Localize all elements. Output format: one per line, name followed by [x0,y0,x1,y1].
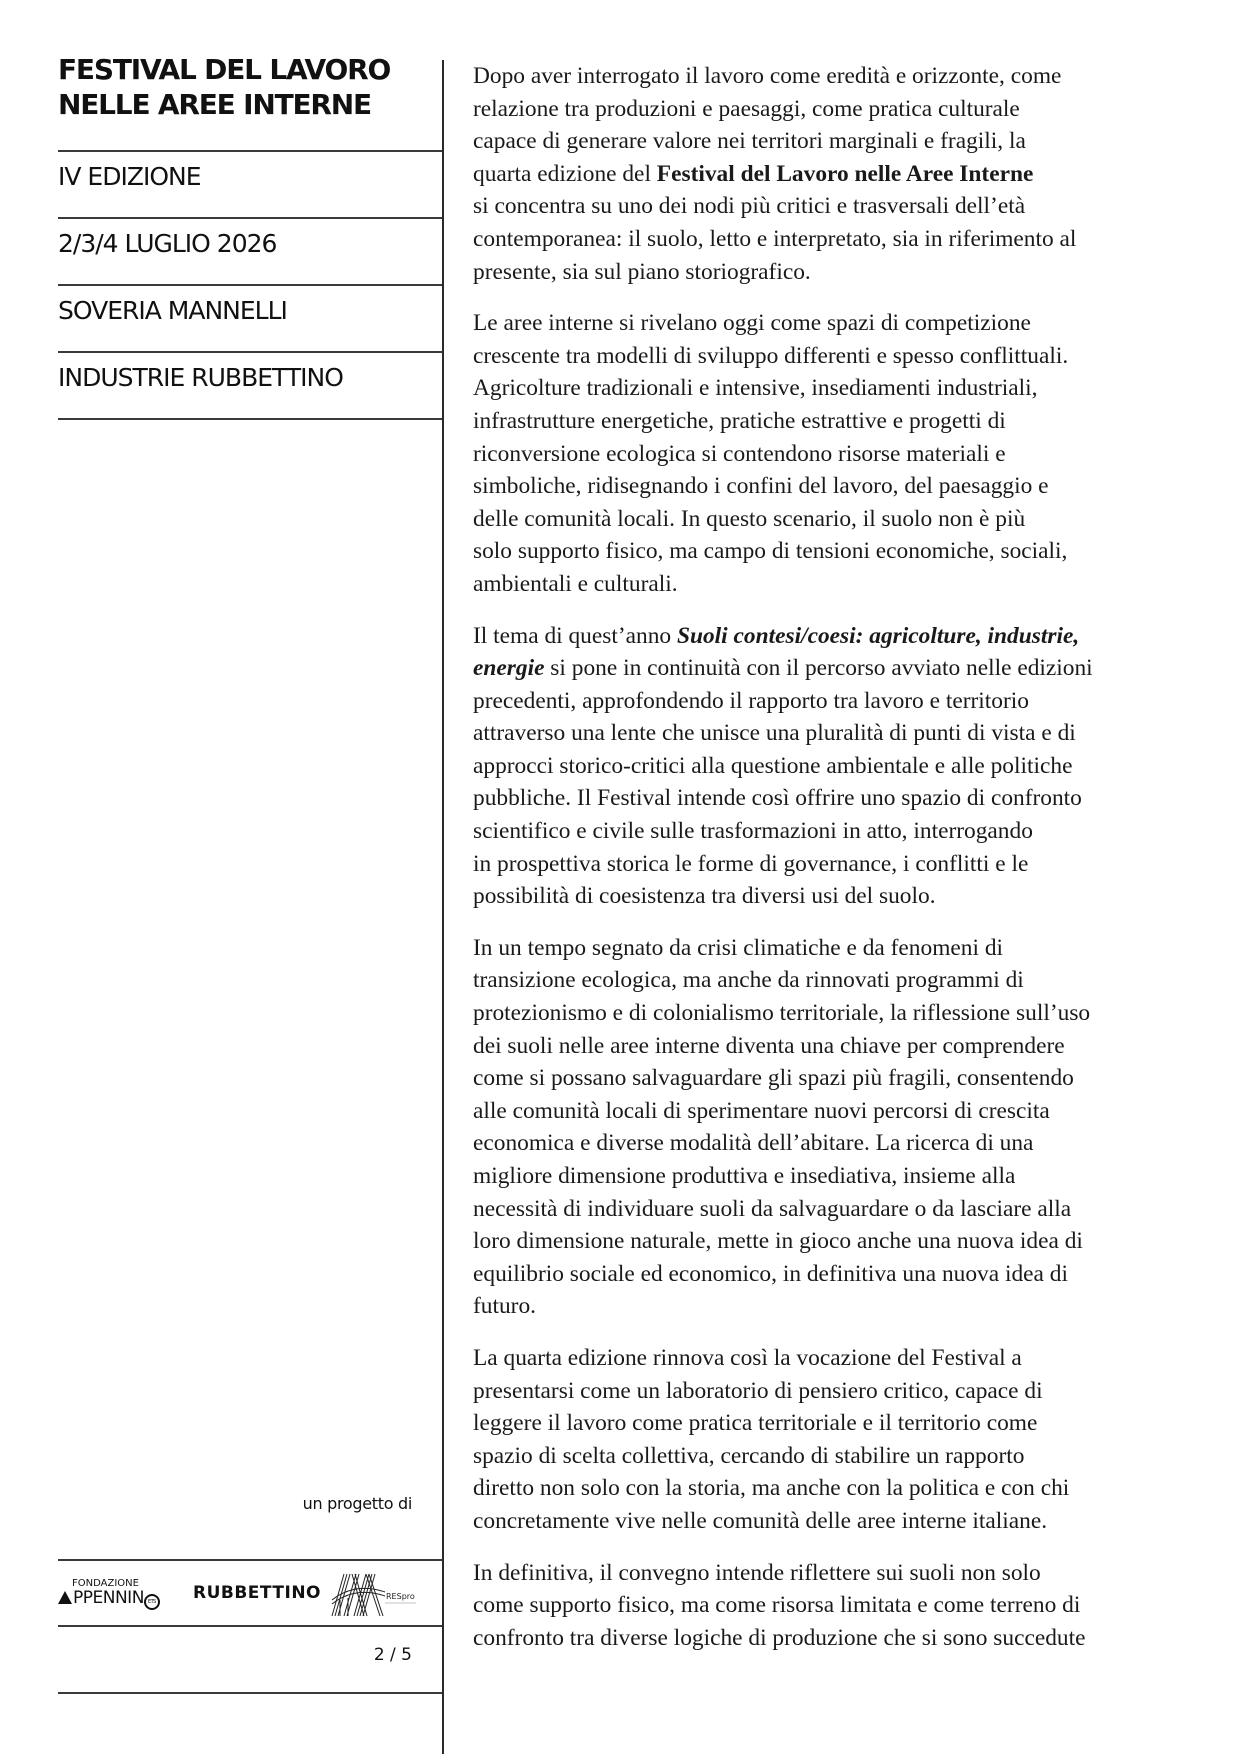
text-line [473,223,1153,256]
credit-label: un progetto di [302,1494,412,1513]
text-segment: migliore dimensione produttiva e insediativa, insieme alla [473,1163,1016,1189]
text-segment: delle comunità locali. In questo scenario, il suolo non è più [473,505,1026,532]
divider [58,217,442,219]
festival-title [58,52,390,122]
text-segment: In definitiva, il convegno intende riflettere sui suoli non solo [473,1559,1041,1586]
place-label: SOVERIA MANNELLI [58,296,287,325]
text-segment: ambientali e culturali. [473,570,678,597]
partner-logos [58,1570,442,1620]
text-segment: capace di generare valore nei territori marginali e fragili, la [473,128,1026,155]
divider [58,284,442,286]
text-line [473,1160,1153,1193]
text-segment: In un tempo segnato da crisi climatiche e da fenomeni di [473,934,1004,961]
text-segment: solo supporto fisico, ma campo di tensioni economiche, sociali, [473,538,1068,565]
column-divider [442,60,444,1754]
ets-badge: ETS [144,1594,160,1610]
text-segment: riconversione ecologica si contendono risorse materiali e [473,440,1006,467]
text-line [473,1505,1153,1538]
text-segment: si concentra su uno dei nodi più critici e trasversali dell’età [473,193,1026,220]
festival-title-line-1: FESTIVAL DEL LAVORO [58,53,391,86]
text-segment: dei suoli nelle aree interne diventa una chiave per comprendere [473,1032,1065,1059]
text-line [473,60,1153,93]
text-segment: La quarta edizione rinnova così la vocazione del Festival a [473,1344,1022,1371]
text-segment: Il tema di quest’anno [473,622,677,649]
text-line [473,1375,1153,1408]
text-line [473,1030,1153,1063]
text-line [473,685,1153,718]
text-segment: presente, sia sul piano storiografico. [473,258,811,285]
text-line [473,1557,1153,1590]
text-line [473,93,1153,126]
text-segment: loro dimensione naturale, mette in gioco anche una nuova idea di [473,1228,1083,1255]
text-segment: presentarsi come un laboratorio di pensiero critico, capace di [473,1377,1043,1404]
sidebar [58,0,442,1754]
dates-label: 2/3/4 LUGLIO 2026 [58,229,277,258]
text-segment: protezionismo e di colonialismo territoriale, la riflessione sull’uso [473,1000,1091,1027]
respro-logo-text: RESpro [386,1592,415,1601]
text-segment: diretto non solo con la storia, ma anche con la politica e con chi [473,1475,1070,1502]
triangle-icon [58,1591,72,1604]
respro-mark-icon [330,1570,420,1618]
body-text [473,60,1153,1673]
text-line [473,1062,1153,1095]
text-line [473,1589,1153,1622]
divider [58,1625,442,1627]
text-line [473,750,1153,783]
text-segment: come supporto fisico, ma come risorsa limitata e come terreno di [473,1592,1081,1619]
text-line [473,1258,1153,1291]
text-segment: leggere il lavoro come pratica territoriale e il territorio come [473,1410,1038,1437]
text-segment: alle comunità locali di sperimentare nuovi percorsi di crescita [473,1097,1050,1124]
appennino-logo-top: FONDAZIONE [72,1578,139,1589]
text-segment: futuro. [473,1293,537,1320]
text-segment: transizione ecologica, ma anche da rinnovati programmi di [473,967,1024,994]
text-line [473,158,1153,191]
emphasized-text: energie [473,655,545,682]
text-line [473,535,1153,568]
text-line [473,125,1153,158]
text-segment: confronto tra diverse logiche di produzione che si sono succedute [473,1624,1086,1651]
text-segment: necessità di individuare suoli da salvaguardare o da lasciare alla [473,1195,1072,1222]
text-line [473,815,1153,848]
emphasized-text: Festival del Lavoro nelle Aree Interne [656,160,1034,187]
text-segment: simboliche, ridisegnando i confini del lavoro, del paesaggio e [473,473,1049,500]
divider [58,418,442,420]
text-line [473,1095,1153,1128]
text-line [473,652,1153,685]
text-segment: scientifico e civile sulle trasformazioni in atto, interrogando [473,818,1033,845]
text-line [473,256,1153,289]
venue-label: INDUSTRIE RUBBETTINO [58,363,343,392]
text-line [473,1127,1153,1160]
text-line [473,1622,1153,1655]
edition-label: IV EDIZIONE [58,162,201,191]
text-line [473,1440,1153,1473]
text-segment: relazione tra produzioni e paesaggi, come pratica culturale [473,95,1020,122]
text-line [473,372,1153,405]
text-line [473,964,1153,997]
text-line [473,932,1153,965]
text-line [473,1225,1153,1258]
text-segment: si pone in continuità con il percorso avviato nelle edizioni [544,655,1093,682]
text-segment: concretamente vive nelle comunità delle aree interne italiane. [473,1507,1048,1534]
body-paragraph [473,1342,1153,1538]
body-paragraph [473,620,1153,913]
appennino-logo-text: PPENNIN [73,1588,144,1608]
text-segment: in prospettiva storica le forme di governance, i conflitti e le [473,850,1029,877]
text-line [473,717,1153,750]
text-segment: pubbliche. Il Festival intende così offrire uno spazio di confronto [473,785,1082,812]
text-segment: crescente tra modelli di sviluppo differenti e spesso conflittuali. [473,342,1069,369]
text-line [473,1472,1153,1505]
divider [58,351,442,353]
text-segment: contemporanea: il suolo, letto e interpretato, sia in riferimento al [473,225,1077,252]
text-line [473,997,1153,1030]
text-segment: approcci storico-critici alla questione ambientale e alle politiche [473,752,1073,779]
text-line [473,782,1153,815]
divider [58,1692,442,1694]
text-segment: equilibrio sociale ed economico, in definitiva una nuova idea di [473,1260,1068,1287]
body-paragraph [473,1557,1153,1655]
text-line [473,340,1153,373]
text-line [473,470,1153,503]
emphasized-text: Suoli contesi/coesi: agricolture, industrie, [676,622,1080,649]
text-line [473,438,1153,471]
text-segment: come si possano salvaguardare gli spazi più fragili, consentendo [473,1065,1074,1092]
body-paragraph [473,307,1153,600]
text-segment: possibilità di coesistenza tra diversi usi del suolo. [473,883,936,910]
text-line [473,405,1153,438]
text-segment: quarta edizione del [473,160,657,187]
text-segment: Dopo aver interrogato il lavoro come eredità e orizzonte, come [473,63,1062,89]
divider [58,1559,442,1561]
page-number: 2 / 5 [373,1645,412,1665]
text-line [473,307,1153,340]
text-line [473,1290,1153,1323]
text-line [473,1407,1153,1440]
text-segment: infrastrutture energetiche, pratiche estrattive e progetti di [473,407,1006,434]
respro-logo [330,1570,420,1618]
text-segment: economica e diverse modalità dell’abitare. La ricerca di una [473,1130,1034,1157]
text-segment: precedenti, approfondendo il rapporto tra lavoro e territorio [473,687,1029,714]
text-segment: attraverso una lente che unisce una pluralità di punti di vista e di [473,720,1076,747]
body-paragraph [473,932,1153,1323]
fondazione-appennino-logo [58,1578,160,1610]
text-line [473,1342,1153,1375]
text-line [473,568,1153,601]
body-paragraph [473,60,1153,288]
festival-title-line-2: NELLE AREE INTERNE [58,88,371,121]
text-line [473,1193,1153,1226]
text-segment: spazio di scelta collettiva, cercando di stabilire un rapporto [473,1442,1025,1469]
text-segment: Le aree interne si rivelano oggi come spazi di competizione [473,310,1031,337]
text-line [473,190,1153,223]
divider [58,150,442,152]
text-line [473,880,1153,913]
text-segment: Agricolture tradizionali e intensive, insediamenti industriali, [473,375,1038,402]
text-line [473,620,1153,653]
rubbettino-logo: RUBBETTINO [193,1583,322,1603]
text-line [473,848,1153,881]
text-line [473,503,1153,536]
